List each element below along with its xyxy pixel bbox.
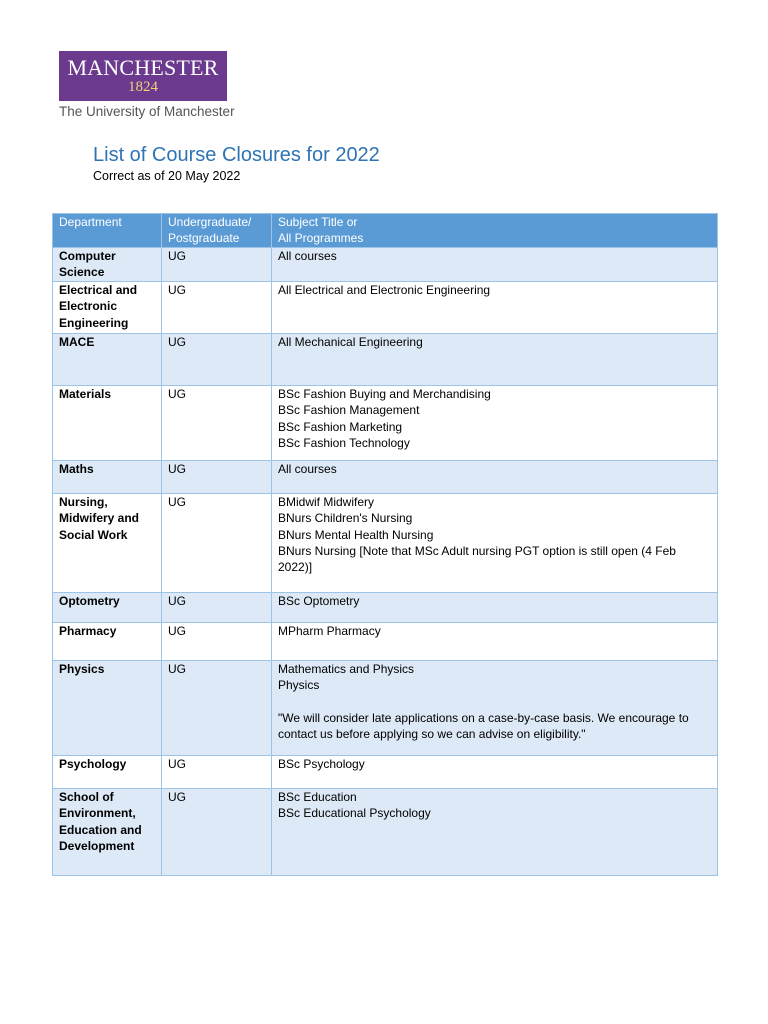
header-department: [53, 214, 162, 248]
level-cell: UG: [162, 333, 272, 385]
table-row: [53, 622, 718, 660]
header-subject: [272, 214, 718, 248]
level-cell: UG: [162, 281, 272, 333]
table-row: [53, 281, 718, 333]
subject-line: "We will consider late applications on a case-by-case basis. We encourage to contact us before applying so we can advise on eligibility.": [278, 710, 689, 742]
level-cell: UG: [162, 460, 272, 493]
level-cell: UG: [162, 622, 272, 660]
subject-cell: [272, 622, 718, 660]
table-row: [53, 592, 718, 622]
department-cell: Maths: [53, 460, 162, 493]
subject-line: BSc Psychology: [278, 756, 365, 771]
subject-line: All Electrical and Electronic Engineering: [278, 282, 491, 297]
subject-cell: [272, 281, 718, 333]
department-cell: Computer Science: [53, 248, 162, 282]
subject-line: BSc Fashion Management: [278, 403, 420, 418]
subject-line: BSc Educational Psychology: [278, 806, 431, 821]
header-line: Undergraduate/: [168, 215, 252, 229]
table-row: [53, 460, 718, 493]
department-cell: School of Environment, Education and Development: [53, 788, 162, 875]
subject-cell: [272, 248, 718, 282]
subject-cell: [272, 493, 718, 592]
department-cell: Materials: [53, 385, 162, 460]
subject-cell: [272, 592, 718, 622]
table-row: [53, 788, 718, 875]
logo-year: 1824: [128, 79, 158, 95]
department-cell: Pharmacy: [53, 622, 162, 660]
subject-cell: [272, 660, 718, 755]
table-row: [53, 660, 718, 755]
subject-cell: [272, 460, 718, 493]
department-cell: MACE: [53, 333, 162, 385]
subject-cell: [272, 788, 718, 875]
table-row: [53, 755, 718, 788]
level-cell: UG: [162, 755, 272, 788]
subject-line: BSc Fashion Buying and Merchandising: [278, 386, 491, 401]
level-cell: UG: [162, 788, 272, 875]
subject-line: BSc Fashion Technology: [278, 436, 410, 451]
subject-line: BNurs Nursing [Note that MSc Adult nursing PGT option is still open (4 Feb 2022)]: [278, 544, 676, 575]
subject-line: BSc Optometry: [278, 593, 360, 608]
table-header-row: [53, 214, 718, 248]
subject-line: All courses: [278, 461, 337, 476]
subject-line: BMidwif Midwifery: [278, 494, 375, 509]
level-cell: UG: [162, 385, 272, 460]
subject-line: All courses: [278, 249, 337, 263]
department-cell: Electrical and Electronic Engineering: [53, 281, 162, 333]
subject-line: MPharm Pharmacy: [278, 623, 381, 638]
level-cell: UG: [162, 248, 272, 282]
department-cell: Psychology: [53, 755, 162, 788]
subject-line: BNurs Mental Health Nursing: [278, 527, 434, 542]
table-row: [53, 385, 718, 460]
subject-line: All Mechanical Engineering: [278, 334, 423, 349]
subject-spacer: [278, 694, 711, 710]
header-line: Subject Title or: [278, 215, 358, 229]
logo-wordmark: MANCHESTER: [67, 55, 219, 80]
level-cell: UG: [162, 592, 272, 622]
university-logo: [59, 51, 227, 101]
course-closures-table: [52, 213, 718, 876]
level-cell: UG: [162, 493, 272, 592]
subject-line: Physics: [278, 678, 320, 693]
subject-cell: [272, 755, 718, 788]
subject-line: BNurs Children's Nursing: [278, 511, 413, 526]
subject-cell: [272, 333, 718, 385]
table-row: [53, 248, 718, 282]
header-line: Department: [59, 215, 122, 229]
table-row: [53, 493, 718, 592]
department-cell: Physics: [53, 660, 162, 755]
subject-cell: [272, 385, 718, 460]
header-line: All Programmes: [278, 231, 364, 246]
subject-line: BSc Fashion Marketing: [278, 419, 403, 434]
subject-line: Mathematics and Physics: [278, 661, 415, 676]
page-subtitle: Correct as of 20 May 2022: [93, 169, 241, 183]
page-title: List of Course Closures for 2022: [93, 144, 380, 166]
header-level: [162, 214, 272, 248]
header-line: Postgraduate: [168, 231, 240, 246]
department-cell: Nursing, Midwifery and Social Work: [53, 493, 162, 592]
subject-line: BSc Education: [278, 789, 357, 804]
department-cell: Optometry: [53, 592, 162, 622]
logo-tagline: The University of Manchester: [59, 104, 235, 119]
level-cell: UG: [162, 660, 272, 755]
table-row: [53, 333, 718, 385]
